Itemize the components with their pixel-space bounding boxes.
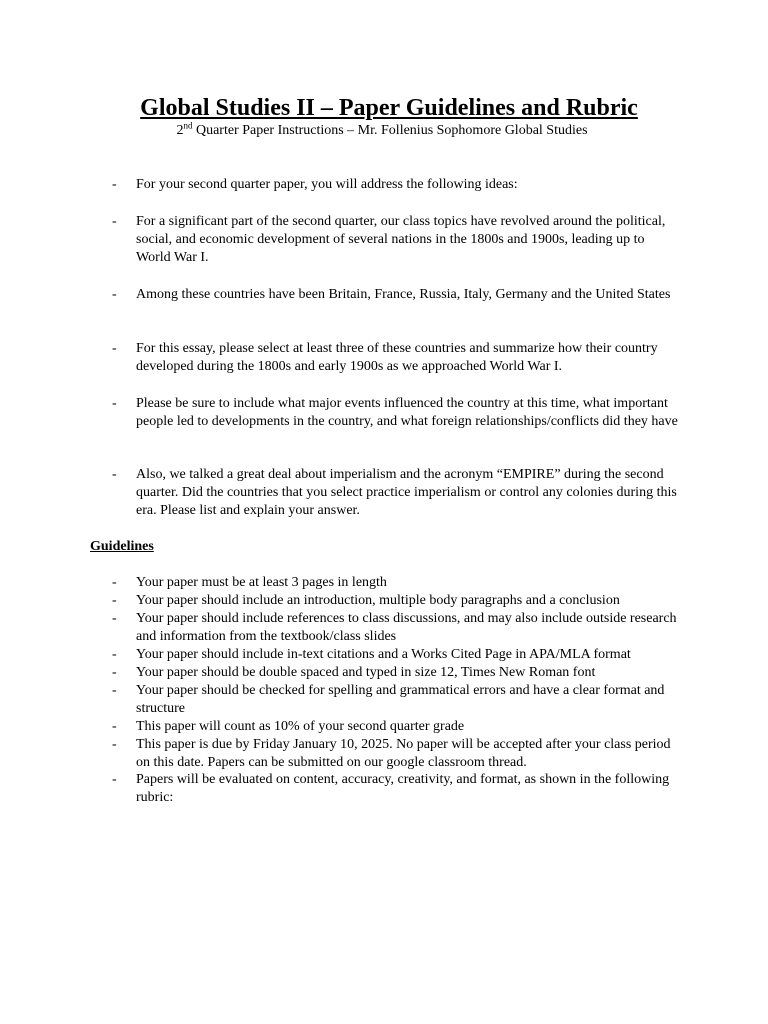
- guideline-item: [112, 574, 682, 592]
- bullet-dash: -: [112, 719, 117, 734]
- bullet-dash: -: [112, 341, 117, 356]
- guideline-item: [112, 646, 682, 664]
- guideline-text: Your paper should include an introduction, multiple body paragraphs and a conclusion: [136, 593, 620, 608]
- bullet-dash: -: [112, 287, 117, 302]
- guideline-text: Your paper must be at least 3 pages in length: [136, 575, 387, 590]
- bullet-dash: -: [112, 611, 117, 626]
- guideline-text: Papers will be evaluated on content, accuracy, creativity, and format, as shown in the following rubric:: [136, 772, 670, 805]
- guideline-item: [112, 718, 682, 736]
- instruction-item: [112, 340, 682, 376]
- bullet-dash: -: [112, 772, 117, 787]
- bullet-dash: -: [112, 665, 117, 680]
- bullet-dash: -: [112, 683, 117, 698]
- instruction-text: Also, we talked a great deal about imperialism and the acronym “EMPIRE” during the second quarter. Did the countries that you select practice imperialism or control any colonies during this era. Please list and explain your answer.: [136, 467, 677, 518]
- guideline-item: [112, 664, 682, 682]
- guideline-text: Your paper should include in-text citations and a Works Cited Page in APA/MLA format: [136, 647, 631, 662]
- guideline-text: Your paper should be double spaced and typed in size 12, Times New Roman font: [136, 665, 596, 680]
- bullet-dash: -: [112, 575, 117, 590]
- guideline-item: [112, 736, 682, 772]
- guideline-item: [112, 682, 682, 718]
- guidelines-heading: Guidelines: [90, 539, 154, 554]
- subtitle-text: Quarter Paper Instructions – Mr. Follenius Sophomore Global Studies: [192, 123, 588, 138]
- guideline-text: This paper will count as 10% of your second quarter grade: [136, 719, 465, 734]
- bullet-dash: -: [112, 737, 117, 752]
- instruction-text: For this essay, please select at least three of these countries and summarize how their country developed during the 1800s and early 1900s as we approached World War I.: [136, 341, 658, 374]
- instruction-item: [112, 395, 682, 431]
- bullet-dash: -: [112, 396, 117, 411]
- subtitle-ordinal: 2: [176, 123, 184, 138]
- instruction-item: [112, 213, 682, 266]
- bullet-dash: -: [112, 467, 117, 482]
- bullet-dash: -: [112, 593, 117, 608]
- bullet-dash: -: [112, 177, 117, 192]
- guideline-text: This paper is due by Friday January 10, 2025. No paper will be accepted after your class period on this date. Papers can be submitted on our google classroom thread.: [136, 737, 671, 770]
- instruction-text: Please be sure to include what major events influenced the country at this time, what important people led to developments in the country, and what foreign relationships/conflicts did they have: [136, 396, 678, 429]
- guideline-item: [112, 610, 682, 646]
- document-title: Global Studies II – Paper Guidelines and Rubric: [140, 95, 638, 121]
- instruction-text: Among these countries have been Britain, France, Russia, Italy, Germany and the United States: [136, 287, 671, 302]
- subtitle-ordinal-suffix: nd: [183, 120, 193, 131]
- bullet-dash: -: [112, 214, 117, 229]
- guideline-text: Your paper should be checked for spelling and grammatical errors and have a clear format and structure: [136, 683, 665, 716]
- instruction-text: For a significant part of the second quarter, our class topics have revolved around the political, social, and economic development of several nations in the 1800s and 1900s, leading up to World War I.: [136, 214, 666, 265]
- instruction-item: [112, 176, 682, 194]
- bullet-dash: -: [112, 647, 117, 662]
- document-subtitle: [0, 122, 764, 140]
- instruction-item: [112, 466, 682, 519]
- instruction-item: [112, 286, 682, 304]
- instruction-text: For your second quarter paper, you will address the following ideas:: [136, 177, 518, 192]
- guideline-item: [112, 592, 682, 610]
- guideline-item: [112, 771, 682, 807]
- guideline-text: Your paper should include references to class discussions, and may also include outside research and information from the textbook/class slides: [136, 611, 677, 644]
